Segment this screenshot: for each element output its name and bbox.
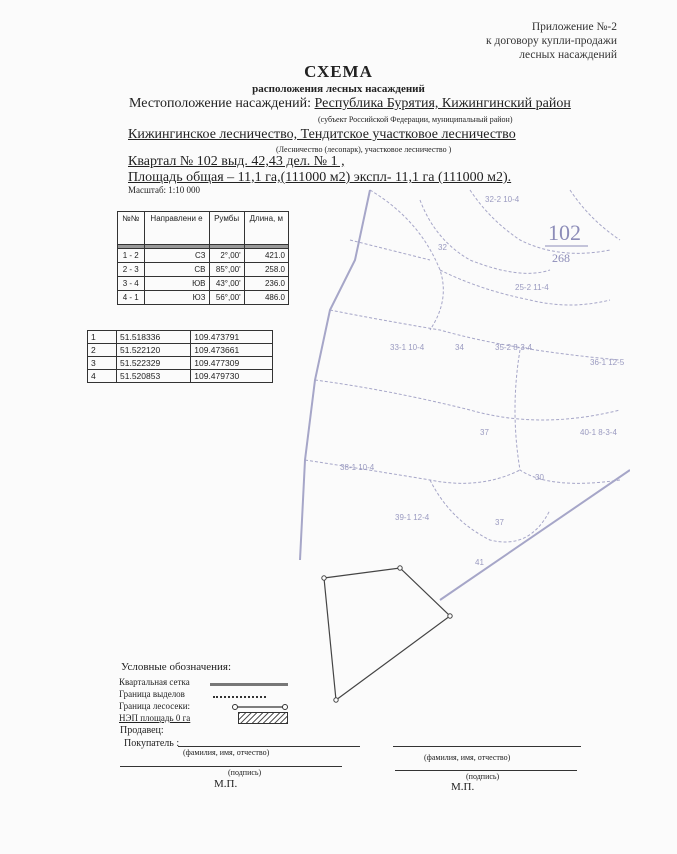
cell-longitude: 109.473791 bbox=[191, 331, 273, 344]
buyer-label: Покупатель : bbox=[124, 738, 180, 749]
cell-direction: СЗ bbox=[144, 249, 209, 263]
quarter-number: 102 bbox=[548, 220, 581, 245]
col-number: №№ bbox=[118, 212, 145, 245]
cell-longitude: 109.473661 bbox=[191, 344, 273, 357]
map-label: 30 bbox=[535, 473, 544, 482]
map-label: 41 bbox=[475, 558, 484, 567]
buyer-name-line bbox=[178, 746, 360, 747]
quarter-grid-swatch bbox=[210, 683, 288, 686]
map-label: 34 bbox=[455, 343, 464, 352]
table-row bbox=[88, 370, 273, 383]
map-label: 38-1 10-4 bbox=[340, 463, 375, 472]
allotment-labels bbox=[340, 195, 625, 567]
nep-area-swatch bbox=[238, 712, 288, 724]
seller-label: Продавец: bbox=[120, 725, 164, 736]
location-label: Местоположение насаждений: bbox=[129, 96, 311, 111]
stamp-place-left: М.П. bbox=[214, 778, 238, 790]
appendix-line-1: Приложение №-2 bbox=[531, 21, 617, 33]
legend-item-allotment-border bbox=[119, 689, 185, 699]
cell-longitude: 109.479730 bbox=[191, 370, 273, 383]
cell-segment: 2 - 3 bbox=[118, 263, 145, 277]
bearing-table bbox=[117, 211, 289, 305]
appendix-line-2: к договору купли-продажи bbox=[486, 35, 617, 47]
map-label: 37 bbox=[480, 428, 489, 437]
legend-item-nep-area bbox=[119, 713, 190, 723]
forestry-value: Кижингинское лесничество, Тендитское участковое лесничество bbox=[128, 127, 516, 142]
legend bbox=[121, 661, 231, 673]
cell-length: 258.0 bbox=[244, 263, 288, 277]
legend-label: Граница лесосеки: bbox=[119, 701, 191, 711]
cutting-area-vertices bbox=[322, 566, 452, 702]
cell-longitude: 109.477309 bbox=[191, 357, 273, 370]
document-subtitle: расположения лесных насаждений bbox=[252, 83, 425, 95]
cell-segment: 1 - 2 bbox=[118, 249, 145, 263]
map-label: 37 bbox=[495, 518, 504, 527]
cell-length: 236.0 bbox=[244, 277, 288, 291]
location-caption: (субъект Российской Федерации, муниципальный район) bbox=[318, 115, 513, 124]
appendix-note bbox=[486, 20, 617, 62]
table-row bbox=[118, 263, 289, 277]
location-line bbox=[129, 96, 571, 112]
col-length: Длина, м bbox=[244, 212, 288, 245]
forest-map bbox=[290, 180, 630, 710]
cell-length: 486.0 bbox=[244, 291, 288, 305]
legend-label: НЭП площадь 0 га bbox=[119, 713, 191, 723]
appendix-line-3: лесных насаждений bbox=[519, 49, 617, 61]
table-row bbox=[118, 291, 289, 305]
legend-label: Граница выделов bbox=[119, 689, 185, 699]
location-value: Республика Бурятия, Кижингинский район bbox=[314, 96, 571, 111]
quarter-line: Квартал № 102 выд. 42,43 дел. № 1 , bbox=[128, 154, 345, 169]
cell-point: 2 bbox=[88, 344, 117, 357]
map-label: 40-1 8-3-4 bbox=[580, 428, 617, 437]
scale-label: Масштаб: 1:10 000 bbox=[128, 185, 201, 195]
col-rumb: Румбы bbox=[209, 212, 244, 245]
map-label: 33-1 10-4 bbox=[390, 343, 425, 352]
cell-rumb: 2°,00' bbox=[209, 249, 244, 263]
forestry-caption: (Лесничество (лесопарк), участковое лесничество ) bbox=[276, 145, 452, 154]
seller-signature-line bbox=[395, 770, 577, 771]
cell-rumb: 85°,00' bbox=[209, 263, 244, 277]
cell-segment: 4 - 1 bbox=[118, 291, 145, 305]
coordinates-table bbox=[87, 330, 273, 383]
map-label: 32 bbox=[438, 243, 447, 252]
table-row bbox=[118, 249, 289, 263]
document-title: СХЕМА bbox=[304, 62, 373, 81]
cell-latitude: 51.520853 bbox=[117, 370, 191, 383]
table-row bbox=[88, 344, 273, 357]
legend-title: Условные обозначения: bbox=[121, 661, 232, 673]
table-row bbox=[88, 357, 273, 370]
cell-direction: ЮВ bbox=[144, 277, 209, 291]
cell-latitude: 51.518336 bbox=[117, 331, 191, 344]
legend-item-cutting-border bbox=[119, 701, 190, 711]
cell-rumb: 43°,00' bbox=[209, 277, 244, 291]
cutting-border-swatch bbox=[230, 702, 290, 712]
cell-segment: 3 - 4 bbox=[118, 277, 145, 291]
bearing-table-header bbox=[118, 212, 289, 245]
seller-name-line bbox=[393, 746, 581, 747]
allotment-border-swatch bbox=[213, 696, 266, 698]
quarter-boundary bbox=[440, 470, 630, 600]
sign-caption-right: (подпись) bbox=[466, 772, 500, 781]
cell-latitude: 51.522329 bbox=[117, 357, 191, 370]
cell-direction: ЮЗ bbox=[144, 291, 209, 305]
col-direction: Направлени е bbox=[144, 212, 209, 245]
table-row bbox=[118, 277, 289, 291]
map-label: 35-2 8-3-4 bbox=[495, 343, 532, 352]
map-label: 36-1 12-5 bbox=[590, 358, 625, 367]
legend-item-quarter-grid bbox=[119, 677, 190, 687]
stamp-place-right: М.П. bbox=[451, 781, 475, 793]
cutting-area-boundary bbox=[324, 568, 450, 700]
legend-label: Квартальная сетка bbox=[119, 677, 190, 687]
map-label: 25-2 11-4 bbox=[515, 283, 549, 292]
quarter-area: 268 bbox=[552, 251, 570, 265]
cell-latitude: 51.522120 bbox=[117, 344, 191, 357]
area-line: Площадь общая – 11,1 га,(111000 м2) экспл- 11,1 га (111000 м2). bbox=[128, 170, 512, 185]
table-row bbox=[88, 331, 273, 344]
cell-point: 3 bbox=[88, 357, 117, 370]
buyer-signature-line bbox=[120, 766, 342, 767]
cell-length: 421.0 bbox=[244, 249, 288, 263]
cell-point: 1 bbox=[88, 331, 117, 344]
fio-caption-left: (фамилия, имя, отчество) bbox=[183, 748, 270, 757]
cell-direction: СВ bbox=[144, 263, 209, 277]
map-label: 39-1 12-4 bbox=[395, 513, 430, 522]
cell-point: 4 bbox=[88, 370, 117, 383]
map-label: 32-2 10-4 bbox=[485, 195, 520, 204]
cell-rumb: 56°,00' bbox=[209, 291, 244, 305]
fio-caption-right: (фамилия, имя, отчество) bbox=[424, 753, 511, 762]
sign-caption-left: (подпись) bbox=[228, 768, 262, 777]
